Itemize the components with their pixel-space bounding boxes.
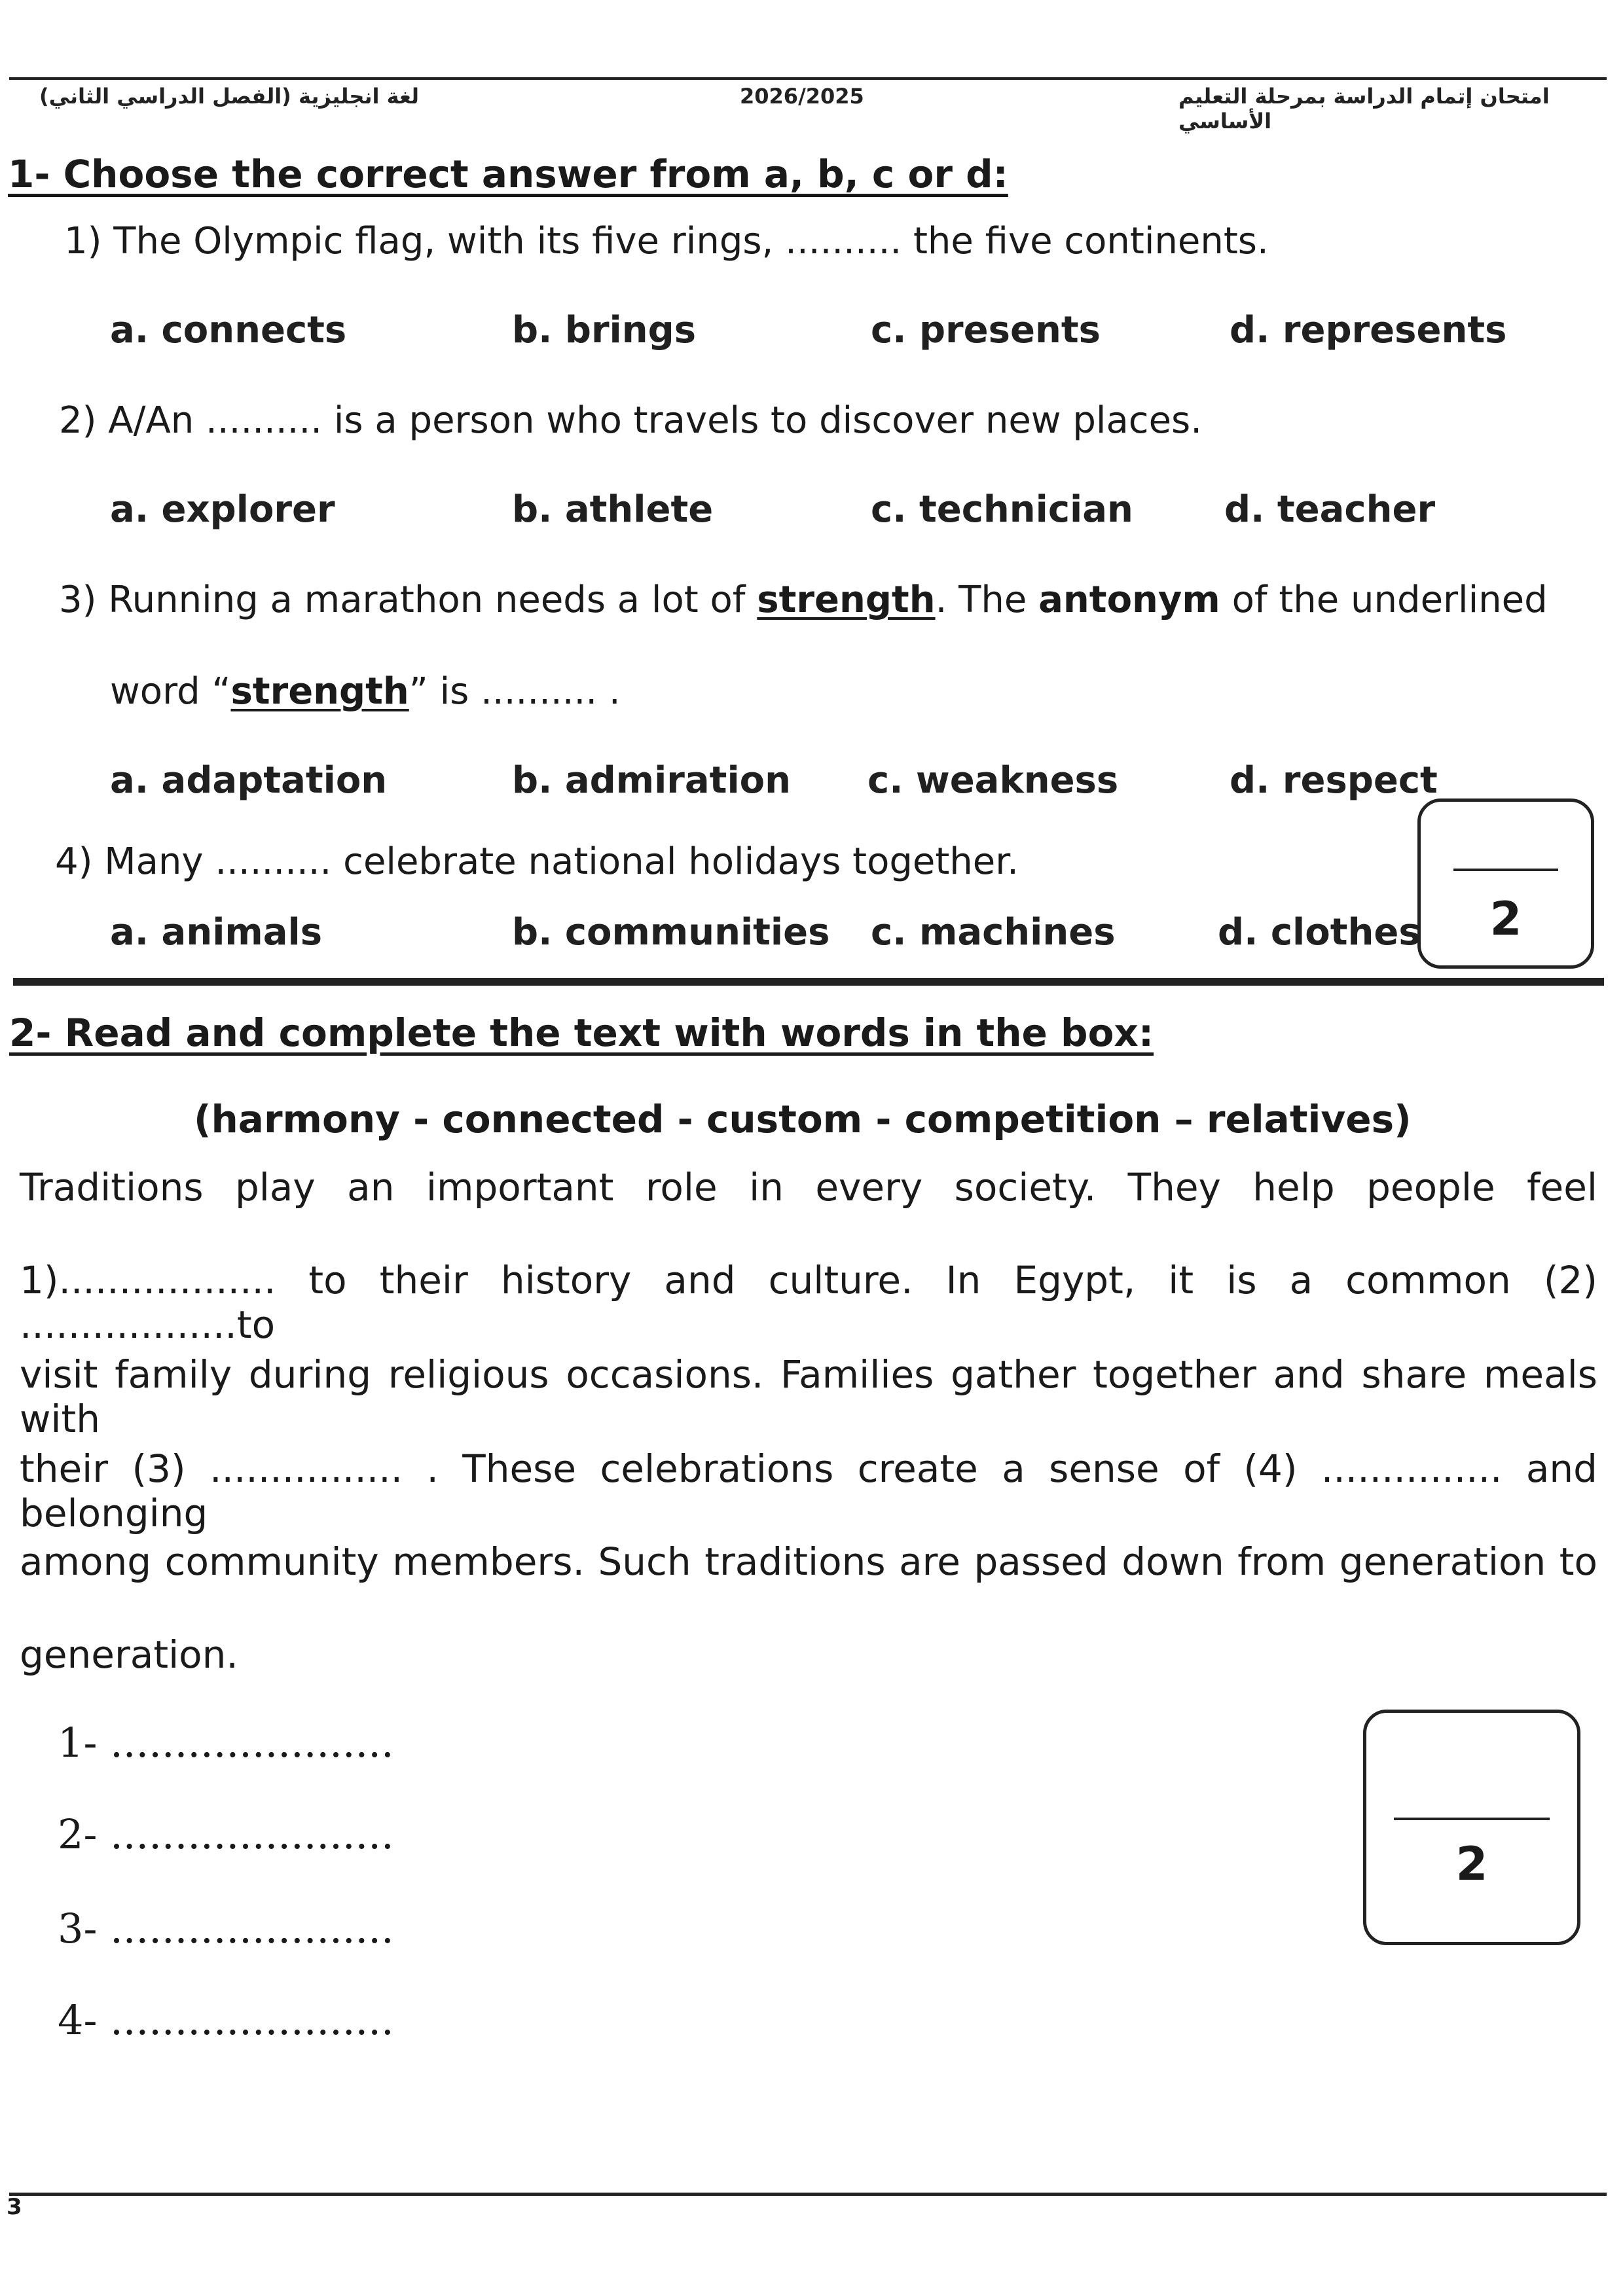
section1-score-box — [1417, 798, 1594, 969]
q3-text-before: 3) Running a marathon needs a lot of — [59, 579, 757, 621]
q4-option-a: a. animals — [110, 911, 323, 954]
q2-option-d: d. teacher — [1224, 488, 1436, 531]
paragraph-line-5: among community members. Such traditions are passed down from generation to — [20, 1539, 1597, 1584]
page-number: 3 — [7, 2194, 22, 2220]
header-top-rule — [9, 77, 1607, 80]
q3-option-b: b. admiration — [512, 759, 791, 802]
q4-option-c: c. machines — [871, 911, 1116, 954]
section1-title: 1- Choose the correct answer from a, b, c or d: — [8, 152, 1008, 196]
footer-rule — [9, 2193, 1607, 2196]
score-divider — [1453, 869, 1558, 871]
section-divider — [13, 978, 1604, 986]
q2-option-b: b. athlete — [512, 488, 714, 531]
q3-option-d: d. respect — [1230, 759, 1438, 802]
question-2-text: 2) A/An .......... is a person who travels to discover new places. — [59, 399, 1203, 442]
header-year: 2026/2025 — [740, 84, 864, 109]
q3-option-c: c. weakness — [867, 759, 1119, 802]
question-1-text: 1) The Olympic flag, with its five rings, .......... the five continents. — [64, 220, 1269, 262]
q1-option-c: c. presents — [871, 309, 1101, 351]
q4-option-b: b. communities — [512, 911, 830, 954]
question-3-text — [59, 579, 1548, 621]
question-4-text: 4) Many .......... celebrate national holidays together. — [55, 840, 1019, 883]
section1-score: 2 — [1489, 892, 1522, 946]
answer-line-1[interactable]: 1- ...................... — [58, 1719, 394, 1767]
q3-text-after: of the underlined — [1220, 579, 1548, 621]
answer-line-3[interactable]: 3- ...................... — [58, 1905, 394, 1952]
q3-underlined-word: strength — [757, 579, 936, 621]
q3-text-mid: . The — [935, 579, 1039, 621]
section2-score: 2 — [1455, 1837, 1488, 1891]
q3-line2-underlined: strength — [230, 670, 409, 713]
section2-score-box — [1363, 1710, 1580, 1945]
q1-option-b: b. brings — [512, 309, 697, 351]
section2-title: 2- Read and complete the text with words in the box: — [9, 1011, 1154, 1055]
q1-option-a: a. connects — [110, 309, 347, 351]
answer-line-2[interactable]: 2- ...................... — [58, 1810, 394, 1858]
paragraph-line-3: visit family during religious occasions. Families gather together and share meals with — [20, 1352, 1597, 1441]
paragraph-line-6: generation. — [20, 1632, 238, 1677]
paragraph-line-4: their (3) ................ . These celebrations create a sense of (4) ............... and belonging — [20, 1446, 1597, 1535]
paragraph-line-2: 1).................. to their history and culture. In Egypt, it is a common (2) ..................to — [20, 1258, 1597, 1347]
q1-option-d: d. represents — [1230, 309, 1507, 351]
score-divider — [1394, 1818, 1550, 1820]
q4-option-d: d. clothes — [1218, 911, 1421, 954]
q3-bold-word: antonym — [1038, 579, 1220, 621]
q2-option-a: a. explorer — [110, 488, 335, 531]
q2-option-c: c. technician — [871, 488, 1133, 531]
header-exam-title: امتحان إتمام الدراسة بمرحلة التعليم الأساسي — [1178, 84, 1550, 134]
q3-option-a: a. adaptation — [110, 759, 388, 802]
question-3-line2 — [110, 670, 621, 713]
q3-line2-before: word “ — [110, 670, 231, 713]
q3-line2-after: ” is .......... . — [409, 670, 621, 713]
word-box: (harmony - connected - custom - competition – relatives) — [194, 1097, 1412, 1141]
paragraph-line-1: Traditions play an important role in every society. They help people feel — [20, 1165, 1597, 1210]
answer-line-4[interactable]: 4- ...................... — [58, 1996, 394, 2044]
header-subject: لغة انجليزية (الفصل الدراسي الثاني) — [39, 84, 420, 109]
